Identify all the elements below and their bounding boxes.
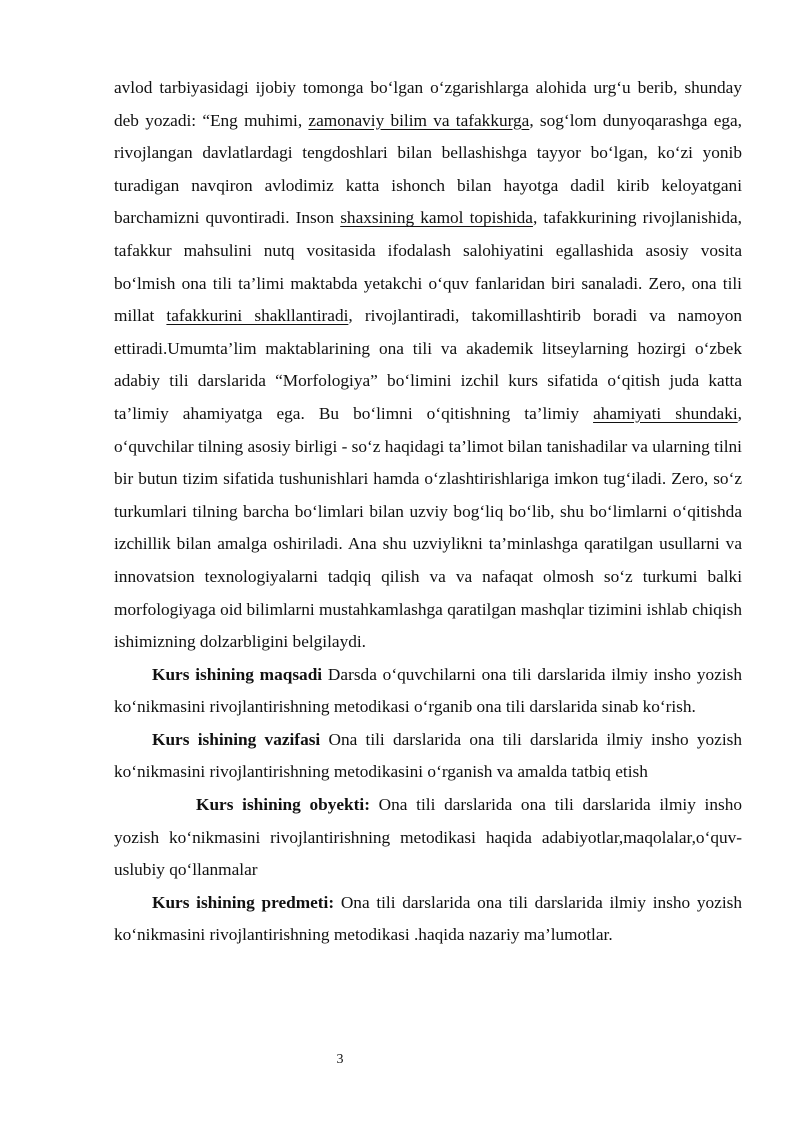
- paragraph-text: , sog‘lom dunyoqarashga ega, rivojlangan davlatlardagi tengdoshlari bilan bellashishga tayyor bo‘lgan, ko‘zi yonib turadigan navqiron avlodimiz katta ishonch bilan hayotga dadil kirib keloyatgani barchamizni quvontiradi. Inson: [114, 110, 742, 228]
- object-paragraph: [114, 789, 742, 887]
- document-body: [114, 72, 742, 952]
- page-number: 3: [336, 1052, 344, 1067]
- hyperlink-shaxsining-kamol[interactable]: shaxsining kamol topishida: [340, 208, 533, 228]
- subject-text: Ona tili darslarida ona tili darslarida ilmiy insho yozish ko‘nikmasini rivojlantirishning metodikasi .haqida nazariy ma’lumotlar.: [114, 892, 742, 945]
- intro-paragraph: [114, 72, 742, 659]
- purpose-label: Kurs ishining maqsadi: [152, 664, 323, 684]
- purpose-text: Darsda o‘quvchilarni ona tili darslarida ilmiy insho yozish ko‘nikmasini rivojlantirishning metodikasi o‘rganib ona tili darslarida sinab ko‘rish.: [114, 664, 742, 717]
- paragraph-text: avlod tarbiyasidagi ijobiy tomonga bo‘lgan o‘zgarishlarga alohida urg‘u berib, shunday deb yozadi: “Eng muhimi,: [114, 78, 742, 130]
- task-text: Ona tili darslarida ona tili darslarida ilmiy insho yozish ko‘nikmasini rivojlantirishning metodikasini o‘rganish va amalda tatbiq etish: [114, 729, 742, 782]
- paragraph-text: , rivojlantiradi, takomillashtirib boradi va namoyon ettiradi.Umumta’lim maktablarining ona tili va akademik litseylarning hozirgi o‘zbek adabiy tili darslarida “Morfologiya” bo‘limini izchil kurs sifatida o‘qitish juda katta ta’limiy ahamiyatga ega. Bu bo‘limni o‘qitishning ta’limiy: [114, 306, 742, 423]
- subject-label: Kurs ishining predmeti:: [152, 892, 335, 912]
- task-paragraph: [114, 724, 742, 789]
- hyperlink-tafakkurini-shakllantiradi[interactable]: tafakkurini shakllantiradi: [166, 306, 349, 326]
- subject-paragraph: [114, 887, 742, 952]
- purpose-paragraph: [114, 659, 742, 724]
- task-label: Kurs ishining vazifasi: [152, 729, 321, 749]
- paragraph-text: , tafakkurining rivojlanishida, tafakkur mahsulini nutq vositasida ifodalash salohiyatini egallashida asosiy vosita bo‘lmish ona tili ta’limi maktabda yetakchi o‘quv fanlaridan biri sanaladi. Zero, ona tili millat: [114, 208, 742, 326]
- object-label: Kurs ishining obyekti:: [196, 795, 370, 815]
- hyperlink-ahamiyati-shundaki[interactable]: ahamiyati shundaki: [593, 403, 738, 423]
- paragraph-text: , o‘quvchilar tilning asosiy birligi - so‘z haqidagi ta’limot bilan tanishadilar va ularning tilni bir butun tizim sifatida tushunishlari hamda o‘zlashtirishlariga imkon tug‘iladi. Zero, so‘z turkumlari tilning barcha bo‘limlari bilan uzviy bog‘liq bo‘lib, shu bo‘limlarni o‘qitishda izchillik bilan amalga oshiriladi. Ana shu uzviylikni ta’minlashga qaratilgan usullarni va innovatsion texnologiyalarni tadqiq qilish va va nafaqat olmosh so‘z turkumi balki morfologiyaga oid bilimlarni mustahkamlashga qaratilgan mashqlar tizimini ishlab chiqish ishimizning dolzarbligini belgilaydi.: [114, 403, 742, 652]
- hyperlink-zamonaviy-bilim[interactable]: zamonaviy bilim va tafakkurga: [308, 110, 530, 130]
- object-text: Ona tili darslarida ona tili darslarida ilmiy insho yozish ko‘nikmasini rivojlantirishning metodikasi haqida adabiyotlar,maqolalar,o‘quv-uslubiy qo‘llanmalar: [114, 795, 742, 880]
